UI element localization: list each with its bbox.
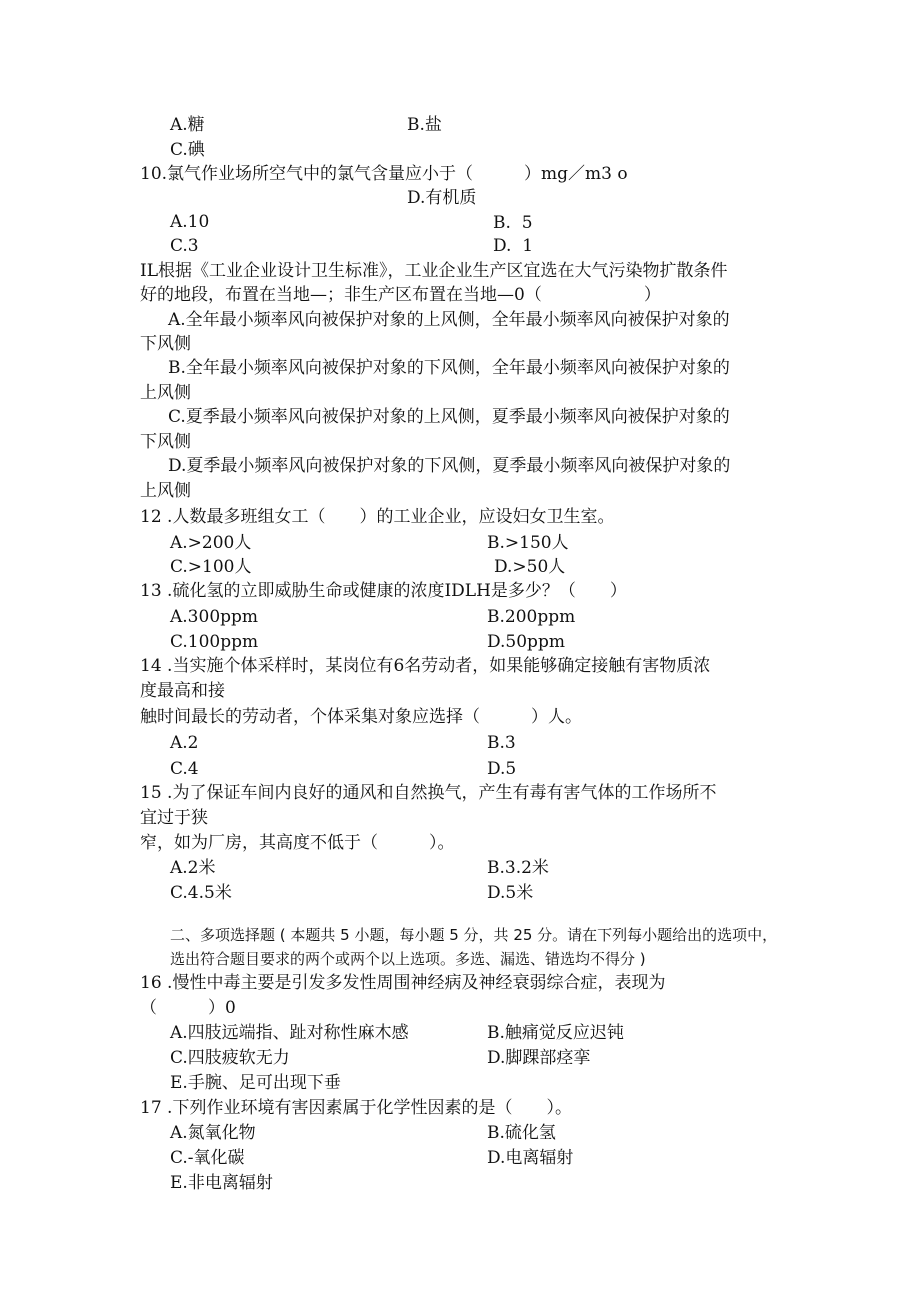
q16-option-e: E.手腕、足可出现下垂 xyxy=(170,1073,341,1093)
q17-option-e: E.非电离辐射 xyxy=(170,1173,273,1193)
q17-option-d: D.电离辐射 xyxy=(487,1148,574,1168)
q14-option-c: C.4 xyxy=(170,759,199,779)
q17-option-c: C.-氧化碳 xyxy=(170,1148,245,1168)
q9-option-d: D.有机质 xyxy=(407,188,477,208)
section-2-heading-line1: 二、多项选择题 ( 本题共 5 小题，每小题 5 分，共 25 分。请在下列每小题给出的选项中， xyxy=(170,926,778,944)
q16-stem-line2: （ ）0 xyxy=(140,998,236,1018)
q12-option-d: D.>50人 xyxy=(494,557,566,577)
q11-option-b-line1: B.全年最小频率风向被保护对象的下风侧，全年最小频率风向被保护对象的 xyxy=(168,358,730,378)
q12-option-c: C.>100人 xyxy=(170,557,252,577)
q11-stem-line2: 好的地段，布置在当地—；非生产区布置在当地—0（ ） xyxy=(140,285,661,305)
q14-option-b: B.3 xyxy=(487,733,516,753)
q13-option-d: D.50ppm xyxy=(487,632,565,652)
q13-stem: 13 .硫化氢的立即威胁生命或健康的浓度IDLH是多少？（ ） xyxy=(140,581,627,601)
q16-option-c: C.四肢疲软无力 xyxy=(170,1048,290,1068)
q16-stem-line1: 16 .慢性中毒主要是引发多发性周围神经病及神经衰弱综合症，表现为 xyxy=(140,973,666,993)
q11-option-b-line2: 上风侧 xyxy=(140,383,191,403)
section-2-heading-line2: 选出符合题目要求的两个或两个以上选项。多选、漏选、错选均不得分 ) xyxy=(170,950,646,968)
q14-option-d: D.5 xyxy=(487,759,517,779)
q9-option-c: C.碘 xyxy=(170,140,205,160)
q17-stem: 17 .下列作业环境有害因素属于化学性因素的是（ ）。 xyxy=(140,1098,572,1118)
q15-stem-line2: 宜过于狭 xyxy=(140,808,208,828)
q10-option-b: B. 5 xyxy=(493,213,533,233)
q11-stem-line1: IL根据《工业企业设计卫生标准》，工业企业生产区宜选在大气污染物扩散条件 xyxy=(140,261,728,281)
q14-stem-line1: 14 .当实施个体采样时，某岗位有6名劳动者，如果能够确定接触有害物质浓 xyxy=(140,656,711,676)
q13-option-c: C.100ppm xyxy=(170,632,259,652)
q15-option-c: C.4.5米 xyxy=(170,883,232,903)
q15-option-b: B.3.2米 xyxy=(487,858,549,878)
q14-stem-line3: 触时间最长的劳动者，个体采集对象应选择（ ）人。 xyxy=(140,707,582,727)
q14-option-a: A.2 xyxy=(170,733,199,753)
q15-stem-line1: 15 .为了保证车间内良好的通风和自然换气，产生有毒有害气体的工作场所不 xyxy=(140,783,717,803)
q13-option-a: A.300ppm xyxy=(170,607,259,627)
q11-option-a-line1: A.全年最小频率风向被保护对象的上风侧，全年最小频率风向被保护对象的 xyxy=(168,310,730,330)
q11-option-a-line2: 下风侧 xyxy=(140,334,191,354)
q11-option-d-line1: D.夏季最小频率风向被保护对象的下风侧，夏季最小频率风向被保护对象的 xyxy=(168,456,731,476)
q12-option-a: A.>200人 xyxy=(170,533,252,553)
q15-stem-line3: 窄，如为厂房，其高度不低于（ ）。 xyxy=(140,833,455,853)
q17-option-a: A.氮氧化物 xyxy=(170,1123,256,1143)
q10-option-c: C.3 xyxy=(170,236,199,256)
q17-option-b: B.硫化氢 xyxy=(487,1123,556,1143)
q10-option-a: A.10 xyxy=(170,212,210,232)
q10-stem: 10.氯气作业场所空气中的氯气含量应小于（ ）mg／m3 o xyxy=(140,164,628,184)
q16-option-d: D.脚踝部痉挛 xyxy=(487,1048,591,1068)
q12-stem: 12 .人数最多班组女工（ ）的工业企业，应设妇女卫生室。 xyxy=(140,507,615,527)
q10-option-d: D. 1 xyxy=(493,236,534,256)
q9-option-b: B.盐 xyxy=(407,115,442,135)
q9-option-a: A.糖 xyxy=(170,115,205,135)
q15-option-a: A.2米 xyxy=(170,858,216,878)
q11-option-c-line1: C.夏季最小频率风向被保护对象的上风侧，夏季最小频率风向被保护对象的 xyxy=(168,407,730,427)
q11-option-d-line2: 上风侧 xyxy=(140,481,191,501)
q16-option-b: B.触痛觉反应迟钝 xyxy=(487,1023,624,1043)
q14-stem-line2: 度最高和接 xyxy=(140,681,225,701)
q11-option-c-line2: 下风侧 xyxy=(140,432,191,452)
q15-option-d: D.5米 xyxy=(487,883,534,903)
q13-option-b: B.200ppm xyxy=(487,607,576,627)
q12-option-b: B.>150人 xyxy=(487,533,569,553)
q16-option-a: A.四肢远端指、趾对称性麻木感 xyxy=(170,1023,409,1043)
